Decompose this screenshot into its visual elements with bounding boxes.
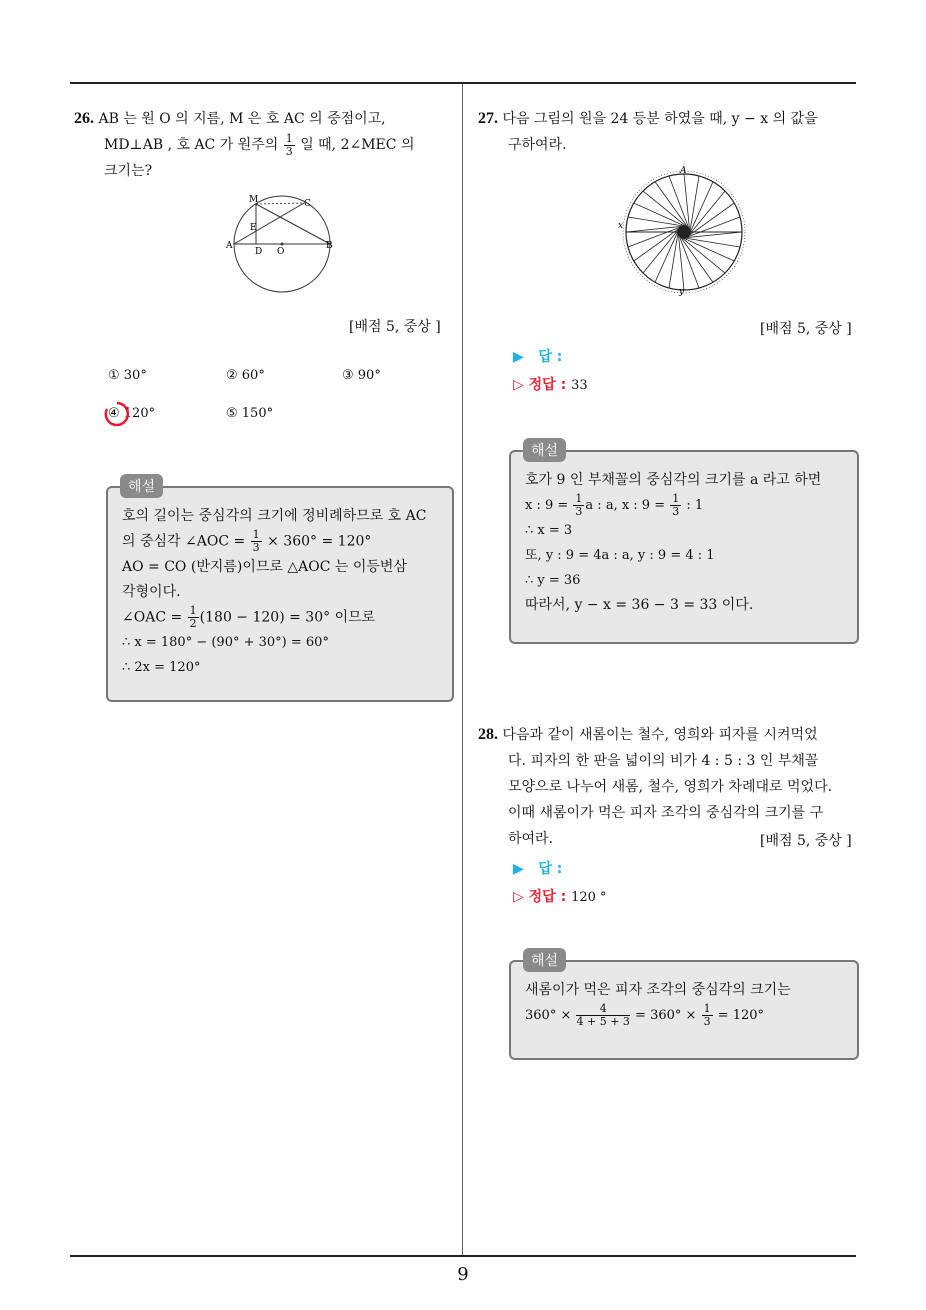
circle-24-divisions-figure bbox=[618, 166, 750, 296]
explain-line: ∠OAC = $\frac{1}{2}$ (180 − 120) = 30° 이므로 bbox=[122, 603, 376, 630]
label-M: M bbox=[249, 195, 259, 205]
question-line: 모양으로 나누어 새롬, 철수, 영희가 차례대로 먹었다. bbox=[508, 779, 833, 795]
top-rule bbox=[70, 82, 856, 84]
explain-line: AO = CO (반지름)이므로 △AOC 는 이등변삼 bbox=[122, 558, 407, 575]
explain-line: 또, y : 9 = 4a : a, y : 9 = 4 : 1 bbox=[525, 548, 715, 563]
triangle-outline-icon: ▷ bbox=[513, 377, 524, 393]
division-line bbox=[669, 230, 679, 288]
score-28: [배점 5, 중상 ] bbox=[760, 833, 852, 849]
division-line bbox=[680, 237, 734, 261]
question-line: 구하여라. bbox=[508, 137, 567, 153]
label-A: A bbox=[680, 166, 687, 176]
explain-line: 따라서, y − x = 36 − 3 = 33 이다. bbox=[525, 597, 754, 613]
choice-3[interactable]: ③ 90° bbox=[342, 368, 381, 383]
explain-line: 각형이다. bbox=[122, 583, 181, 600]
explain-line: x : 9 = $\frac{1}{3}$ a : a, x : 9 = $\frac{1}{3}$ : 1 bbox=[525, 492, 704, 518]
label-A: A bbox=[226, 241, 233, 251]
choice-5[interactable]: ⑤ 150° bbox=[226, 406, 274, 421]
answer-row-28 bbox=[513, 858, 562, 878]
question-number: 27. bbox=[478, 110, 498, 127]
explanation-label: 해설 bbox=[523, 948, 566, 972]
label-y: y bbox=[679, 287, 685, 296]
question-26 bbox=[74, 106, 454, 184]
division-line bbox=[689, 176, 699, 234]
explanation-label: 해설 bbox=[120, 474, 163, 498]
label-O: O bbox=[277, 247, 285, 257]
label-B: B bbox=[326, 241, 333, 251]
explanation-box-27 bbox=[509, 443, 859, 644]
bottom-rule bbox=[70, 1255, 856, 1257]
division-line bbox=[628, 217, 686, 227]
explain-line: 호의 길이는 중심각의 크기에 정비례하므로 호 AC bbox=[122, 508, 427, 524]
question-line: 이때 새롬이가 먹은 피자 조각의 중심각의 크기를 구 bbox=[508, 805, 824, 821]
question-line: 크기는? bbox=[104, 163, 153, 179]
question-line: 하여라. bbox=[508, 831, 554, 847]
play-icon: ▶ bbox=[513, 349, 524, 365]
score-26: [배점 5, 중상 ] bbox=[349, 319, 441, 335]
division-line bbox=[689, 182, 713, 236]
question-line: AB 는 원 O 의 지름, M 은 호 AC 의 중점이고, bbox=[98, 111, 386, 127]
question-line: MD⊥AB , 호 AC 가 원주의 bbox=[104, 137, 279, 153]
fraction: $\frac{1}{3}$ bbox=[285, 131, 293, 158]
division-line bbox=[634, 203, 688, 227]
question-number: 26. bbox=[74, 110, 94, 127]
choice-4[interactable]: ④ 120° bbox=[108, 406, 156, 421]
explanation-box-28 bbox=[509, 953, 859, 1060]
selected-answer-circle-icon bbox=[103, 400, 131, 428]
answer-label: 답 : bbox=[538, 349, 563, 365]
column-divider bbox=[462, 84, 463, 1256]
question-line: 다음 그림의 원을 24 등분 하였을 때, y − x 의 값을 bbox=[502, 111, 818, 127]
choice-2[interactable]: ② 60° bbox=[226, 368, 265, 383]
circle-figure-26 bbox=[222, 190, 342, 294]
question-number: 28. bbox=[478, 726, 498, 743]
answer-row-27 bbox=[513, 346, 562, 366]
play-icon: ▶ bbox=[513, 861, 524, 877]
question-line: 다. 피자의 한 판을 넓이의 비가 4 : 5 : 3 인 부채꼴 bbox=[508, 753, 819, 769]
explain-line: ∴ x = 3 bbox=[525, 523, 573, 538]
division-line bbox=[682, 237, 740, 247]
explain-line: 의 중심각 ∠AOC = $\frac{1}{3}$ × 360° = 120° bbox=[122, 528, 372, 554]
label-x: x bbox=[618, 221, 624, 231]
correct-value: 120 ° bbox=[571, 890, 607, 905]
label-C: C bbox=[304, 199, 311, 209]
label-E: E bbox=[250, 223, 257, 233]
correct-answer-row-27 bbox=[513, 374, 588, 394]
explanation-box-26 bbox=[106, 479, 454, 702]
correct-label: 정답 : bbox=[528, 377, 567, 393]
explain-line: ∴ y = 36 bbox=[525, 573, 581, 588]
explain-line: 호가 9 인 부채꼴의 중심각의 크기를 a 라고 하면 bbox=[525, 472, 822, 488]
label-D: D bbox=[255, 247, 263, 257]
question-26-text bbox=[74, 106, 454, 184]
correct-label: 정답 : bbox=[528, 889, 567, 905]
explain-line: 새롬이가 먹은 피자 조각의 중심각의 크기는 bbox=[525, 982, 791, 998]
explain-line: ∴ 2x = 120° bbox=[122, 660, 201, 675]
triangle-outline-icon: ▷ bbox=[513, 889, 524, 905]
correct-value: 33 bbox=[571, 378, 588, 393]
explanation-label: 해설 bbox=[523, 438, 566, 462]
explain-line: 360° × $\frac{4}{4 + 5 + 3}$ = 360° × $\frac{1}{3}$ = 120° bbox=[525, 1002, 765, 1028]
division-line bbox=[655, 228, 679, 282]
answer-label: 답 : bbox=[538, 861, 563, 877]
question-line: 일 때, 2∠MEC 의 bbox=[300, 137, 415, 153]
page-number: 9 bbox=[457, 1264, 469, 1285]
explain-line: ∴ x = 180° − (90° + 30°) = 60° bbox=[122, 635, 329, 650]
choice-1[interactable]: ① 30° bbox=[108, 368, 147, 383]
question-line: 다음과 같이 새롬이는 철수, 영희와 피자를 시켜먹었 bbox=[502, 727, 818, 743]
score-27: [배점 5, 중상 ] bbox=[760, 321, 852, 337]
correct-answer-row-28 bbox=[513, 886, 607, 906]
question-27 bbox=[478, 106, 858, 158]
choices-26 bbox=[108, 368, 448, 428]
